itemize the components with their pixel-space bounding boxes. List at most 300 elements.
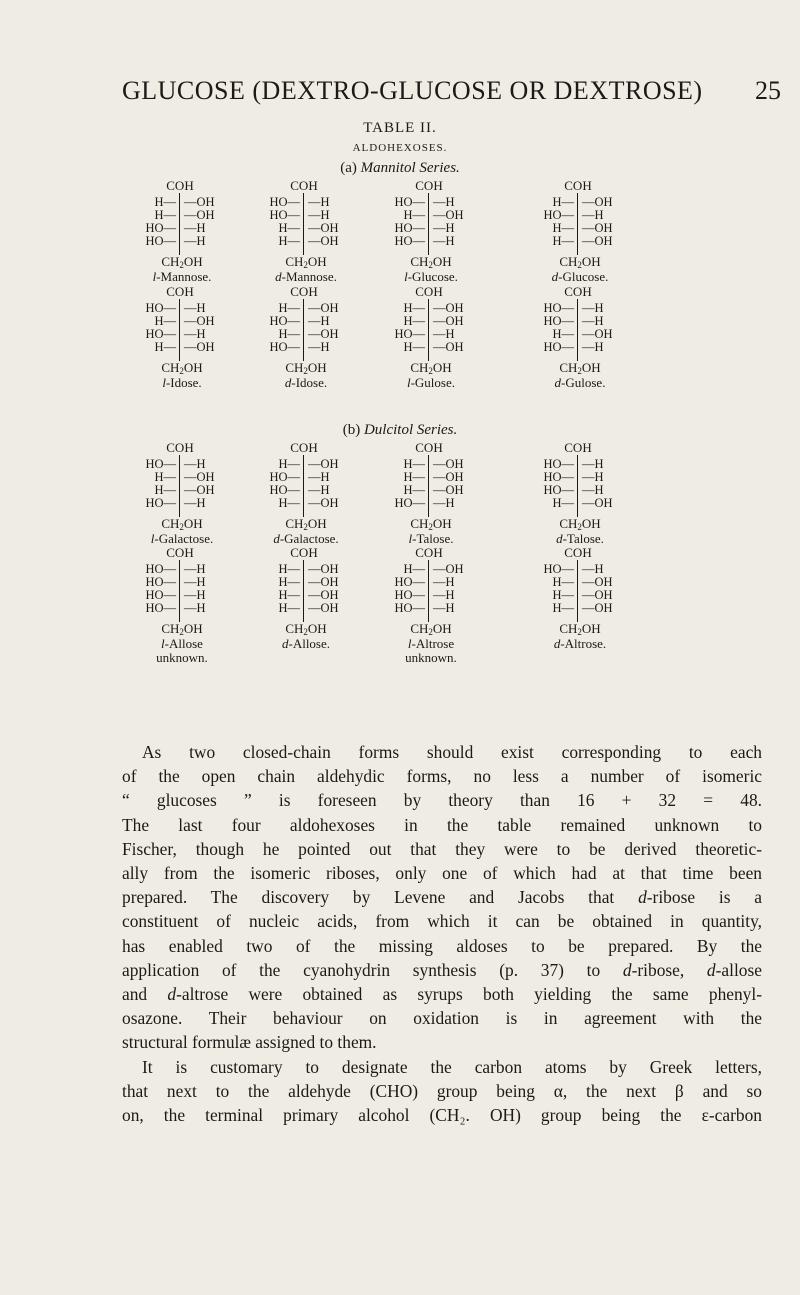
sugar-name: -Idose. — [291, 375, 328, 390]
right-substituent: —H — [184, 221, 206, 235]
compound-name — [371, 532, 491, 546]
compound-name — [520, 270, 640, 284]
left-substituent: H— — [278, 457, 300, 471]
subscript-two: 2 — [577, 260, 582, 270]
group-ch: CH — [161, 516, 180, 531]
subscript-two: 2 — [428, 522, 433, 532]
aldehyde-group: COH — [166, 284, 194, 299]
substituent-row — [351, 602, 511, 615]
right-substituent: —H — [308, 470, 330, 484]
left-substituent: HO— — [269, 314, 300, 328]
left-substituent: H— — [154, 195, 176, 209]
text-line: Fischer, though he pointed out that they were to be derived theoretic- — [122, 838, 762, 859]
config-prefix: d — [281, 636, 289, 651]
config-prefix: d — [553, 636, 561, 651]
subscript-two: 2 — [428, 260, 433, 270]
left-substituent: H— — [403, 562, 425, 576]
left-substituent: H— — [278, 601, 300, 615]
group-oh: OH — [183, 516, 203, 531]
right-substituent: —H — [184, 562, 206, 576]
right-substituent: —OH — [582, 575, 613, 589]
text-line: constituent of nucleic acids, from which it can be obtained in quantity, — [122, 911, 762, 932]
right-substituent: —H — [433, 496, 455, 510]
aldehyde-group: COH — [166, 440, 194, 455]
left-substituent: HO— — [543, 470, 574, 484]
right-substituent: —H — [433, 327, 455, 341]
aldehyde-group: COH — [564, 440, 592, 455]
left-substituent: H— — [278, 562, 300, 576]
right-substituent: —OH — [184, 470, 215, 484]
right-substituent: —OH — [184, 340, 215, 354]
primary-alcohol-group — [147, 360, 217, 376]
sugar-name: -Idose. — [165, 375, 202, 390]
subscript-two: 2 — [179, 522, 184, 532]
primary-alcohol-group — [545, 516, 615, 532]
fischer-formula — [500, 178, 660, 284]
primary-alcohol-group — [396, 360, 466, 376]
substituent-row — [500, 341, 660, 354]
substituent-row — [500, 602, 660, 615]
substituent-row — [500, 302, 660, 315]
left-substituent: H— — [154, 208, 176, 222]
right-substituent: —OH — [582, 195, 613, 209]
substituent-row — [500, 222, 660, 235]
series-a-label: (a) — [340, 160, 357, 176]
primary-alcohol-group — [147, 516, 217, 532]
text-line: As two closed-chain forms should exist corresponding to each — [142, 742, 762, 762]
right-substituent: —H — [582, 457, 604, 471]
right-substituent: —H — [433, 221, 455, 235]
left-substituent: H— — [403, 457, 425, 471]
subscript-two: 2 — [179, 260, 184, 270]
compound-name — [122, 637, 242, 665]
body-paragraph-1 — [122, 740, 762, 1055]
compound-name — [122, 376, 242, 390]
aldehyde-group: COH — [290, 284, 318, 299]
group-ch: CH — [559, 516, 578, 531]
left-substituent: H— — [278, 588, 300, 602]
config-prefix: l — [407, 636, 412, 651]
subscript-two: 2 — [303, 627, 308, 637]
right-substituent: —OH — [582, 327, 613, 341]
subscript-two: 2 — [303, 260, 308, 270]
substituent-row — [500, 576, 660, 589]
aldehyde-group: COH — [564, 178, 592, 193]
compound-name — [520, 376, 640, 390]
compound-name — [520, 532, 640, 546]
substituent-row — [500, 458, 660, 471]
config-prefix: l — [162, 375, 166, 390]
fischer-formula — [500, 440, 660, 546]
right-substituent: —OH — [308, 562, 339, 576]
text-line: prepared. The discovery by Levene and Jacobs that d-ribose is a — [122, 887, 762, 908]
sugar-name: -Galactose. — [279, 531, 339, 546]
right-substituent: —OH — [184, 483, 215, 497]
config-prefix: l — [408, 531, 413, 546]
compound-name — [520, 637, 640, 651]
group-oh: OH — [581, 516, 601, 531]
substituent-row — [500, 196, 660, 209]
subscript-two: 2 — [179, 366, 184, 376]
aldehyde-group: COH — [564, 545, 592, 560]
left-substituent: H— — [552, 588, 574, 602]
group-ch: CH — [285, 254, 304, 269]
series-b-title: Dulcitol Series. — [363, 422, 458, 438]
compound-name — [122, 532, 242, 546]
primary-alcohol-group — [545, 254, 615, 270]
series-a-heading — [0, 160, 800, 177]
config-prefix: l — [404, 269, 408, 284]
config-prefix: l — [161, 636, 165, 651]
sugar-name: -Altrose. — [560, 636, 607, 651]
group-oh: OH — [581, 621, 601, 636]
left-substituent: HO— — [145, 301, 176, 315]
substituent-row — [351, 209, 511, 222]
right-substituent: —OH — [582, 496, 613, 510]
left-substituent: H— — [403, 208, 425, 222]
right-substituent: —OH — [184, 195, 215, 209]
right-substituent: —OH — [184, 314, 215, 328]
unknown-note: unknown. — [156, 650, 208, 665]
left-substituent: H— — [278, 327, 300, 341]
right-substituent: —H — [433, 588, 455, 602]
left-substituent: H— — [154, 340, 176, 354]
text-line: on, the terminal primary alcohol (CH₂. OH) group being the ε-carbon — [122, 1105, 762, 1126]
right-substituent: —OH — [308, 496, 339, 510]
fischer-formula — [500, 545, 660, 651]
substituent-row — [351, 341, 511, 354]
right-substituent: —OH — [308, 234, 339, 248]
sugar-name: -Glucose. — [558, 269, 609, 284]
right-substituent: —OH — [433, 483, 464, 497]
left-substituent: HO— — [543, 208, 574, 222]
subscript-two: 2 — [428, 366, 433, 376]
compound-name — [246, 376, 366, 390]
substituent-row — [351, 589, 511, 602]
series-a-title: Mannitol Series. — [360, 160, 460, 176]
compound-name — [371, 270, 491, 284]
right-substituent: —H — [184, 601, 206, 615]
primary-alcohol-group — [271, 254, 341, 270]
right-substituent: —H — [184, 496, 206, 510]
right-substituent: —OH — [582, 601, 613, 615]
primary-alcohol-group — [545, 360, 615, 376]
aldehyde-group: COH — [415, 545, 443, 560]
sugar-name: -Gulose. — [561, 375, 606, 390]
right-substituent: —OH — [308, 575, 339, 589]
right-substituent: —H — [184, 301, 206, 315]
right-substituent: —OH — [582, 234, 613, 248]
subscript-two: 2 — [428, 627, 433, 637]
right-substituent: —H — [184, 457, 206, 471]
fischer-formula — [351, 545, 511, 665]
substituent-row — [351, 458, 511, 471]
compound-name — [246, 637, 366, 651]
left-substituent: H— — [278, 221, 300, 235]
substituent-row — [351, 315, 511, 328]
left-substituent: HO— — [543, 483, 574, 497]
right-substituent: —H — [582, 483, 604, 497]
group-oh: OH — [307, 621, 327, 636]
config-prefix: d — [551, 269, 559, 284]
left-substituent: HO— — [269, 470, 300, 484]
primary-alcohol-group — [271, 621, 341, 637]
compound-name — [371, 376, 491, 390]
sugar-name: -Talose. — [562, 531, 604, 546]
left-substituent: HO— — [543, 340, 574, 354]
sugar-name: -Gulose. — [410, 375, 456, 390]
left-substituent: HO— — [145, 575, 176, 589]
series-b-heading — [0, 422, 800, 439]
right-substituent: —OH — [308, 221, 339, 235]
primary-alcohol-group — [396, 516, 466, 532]
right-substituent: —H — [308, 208, 330, 222]
left-substituent: H— — [403, 301, 425, 315]
right-substituent: —OH — [582, 588, 613, 602]
left-substituent: HO— — [145, 327, 176, 341]
text-line: that next to the aldehyde (CHO) group being α, the next β and so — [122, 1081, 762, 1102]
substituent-row — [351, 222, 511, 235]
text-line: has enabled two of the missing aldoses to be prepared. By the — [122, 935, 762, 956]
right-substituent: —H — [184, 234, 206, 248]
page-number: 25 — [755, 76, 781, 105]
right-substituent: —H — [582, 314, 604, 328]
left-substituent: H— — [278, 575, 300, 589]
group-ch: CH — [161, 360, 180, 375]
substituent-row — [351, 471, 511, 484]
compound-name — [246, 270, 366, 284]
compound-name — [371, 637, 491, 665]
compound-name — [122, 270, 242, 284]
series-b-label: (b) — [342, 422, 361, 438]
group-ch: CH — [285, 621, 304, 636]
right-substituent: —H — [582, 301, 604, 315]
left-substituent: HO— — [145, 601, 176, 615]
primary-alcohol-group — [271, 516, 341, 532]
left-substituent: HO— — [145, 496, 176, 510]
subscript-two: 2 — [577, 366, 582, 376]
group-ch: CH — [285, 516, 304, 531]
right-substituent: —H — [433, 195, 455, 209]
sugar-name: -Mannose. — [281, 269, 337, 284]
group-oh: OH — [432, 254, 452, 269]
left-substituent: HO— — [394, 195, 425, 209]
left-substituent: HO— — [145, 457, 176, 471]
config-prefix: d — [273, 531, 280, 546]
right-substituent: —H — [433, 575, 455, 589]
substituent-row — [500, 484, 660, 497]
sugar-name: -Talose. — [412, 531, 454, 546]
right-substituent: —H — [308, 340, 330, 354]
config-prefix: d — [284, 375, 292, 390]
primary-alcohol-group — [147, 621, 217, 637]
text-line: The last four aldohexoses in the table remained unknown to — [122, 814, 762, 835]
group-oh: OH — [307, 516, 327, 531]
text-line: structural formulæ assigned to them. — [122, 1032, 377, 1053]
body-paragraph-2 — [122, 1055, 762, 1128]
left-substituent: HO— — [394, 575, 425, 589]
group-ch: CH — [410, 360, 429, 375]
text-line: of the open chain aldehydic forms, no less a number of isomeric — [122, 766, 762, 787]
right-substituent: —OH — [308, 457, 339, 471]
text-line: It is customary to designate the carbon atoms by Greek letters, — [142, 1057, 762, 1077]
left-substituent: H— — [154, 470, 176, 484]
group-oh: OH — [581, 360, 601, 375]
right-substituent: —H — [184, 327, 206, 341]
substituent-row — [500, 471, 660, 484]
group-ch: CH — [161, 621, 180, 636]
table-title: TABLE II. — [363, 120, 437, 136]
text-line: ally from the isomeric riboses, only one of which had at that time been — [122, 863, 762, 884]
substituent-row — [351, 196, 511, 209]
unknown-note: unknown. — [405, 650, 457, 665]
subscript-two: 2 — [179, 627, 184, 637]
left-substituent: H— — [278, 301, 300, 315]
sugar-name: -Mannose. — [156, 269, 212, 284]
group-ch: CH — [559, 621, 578, 636]
group-ch: CH — [410, 621, 429, 636]
right-substituent: —H — [433, 234, 455, 248]
group-oh: OH — [183, 254, 203, 269]
right-substituent: —OH — [433, 301, 464, 315]
substituent-row — [500, 497, 660, 510]
aldehyde-group: COH — [290, 178, 318, 193]
left-substituent: H— — [552, 575, 574, 589]
aldehyde-group: COH — [166, 178, 194, 193]
aldehyde-group: COH — [415, 178, 443, 193]
text-line: “ glucoses ” is foreseen by theory than 16 + 32 = 48. — [122, 790, 762, 811]
config-prefix: d — [556, 531, 563, 546]
config-prefix: l — [406, 375, 411, 390]
right-substituent: —H — [184, 575, 206, 589]
left-substituent: H— — [552, 327, 574, 341]
table-subtitle: ALDOHEXOSES. — [352, 142, 448, 154]
group-ch: CH — [559, 360, 578, 375]
substituent-row — [351, 484, 511, 497]
group-oh: OH — [183, 621, 203, 636]
group-oh: OH — [307, 360, 327, 375]
left-substituent: H— — [403, 483, 425, 497]
primary-alcohol-group — [271, 360, 341, 376]
left-substituent: HO— — [269, 483, 300, 497]
group-ch: CH — [285, 360, 304, 375]
right-substituent: —H — [582, 562, 604, 576]
aldehyde-group: COH — [564, 284, 592, 299]
config-prefix: l — [150, 531, 155, 546]
left-substituent: HO— — [543, 314, 574, 328]
fischer-formula — [351, 178, 511, 284]
fischer-formula — [351, 284, 511, 390]
config-prefix: l — [152, 269, 157, 284]
right-substituent: —OH — [433, 208, 464, 222]
group-oh: OH — [183, 360, 203, 375]
right-substituent: —H — [184, 588, 206, 602]
group-oh: OH — [432, 360, 452, 375]
right-substituent: —OH — [433, 457, 464, 471]
sugar-name: -Allose — [164, 636, 203, 651]
group-oh: OH — [432, 621, 452, 636]
sugar-name: -Glucose. — [407, 269, 458, 284]
left-substituent: H— — [552, 221, 574, 235]
left-substituent: HO— — [145, 221, 176, 235]
right-substituent: —H — [308, 195, 330, 209]
right-substituent: —OH — [308, 588, 339, 602]
right-substituent: —OH — [433, 470, 464, 484]
substituent-row — [500, 589, 660, 602]
right-substituent: —OH — [184, 208, 215, 222]
substituent-row — [351, 576, 511, 589]
group-ch: CH — [410, 516, 429, 531]
substituent-row — [351, 497, 511, 510]
left-substituent: H— — [154, 483, 176, 497]
left-substituent: H— — [552, 234, 574, 248]
sugar-name: -Galactose. — [154, 531, 214, 546]
substituent-row — [500, 563, 660, 576]
primary-alcohol-group — [545, 621, 615, 637]
primary-alcohol-group — [147, 254, 217, 270]
left-substituent: HO— — [269, 208, 300, 222]
compound-name — [246, 532, 366, 546]
aldehyde-group: COH — [166, 545, 194, 560]
left-substituent: HO— — [394, 496, 425, 510]
group-ch: CH — [410, 254, 429, 269]
left-substituent: HO— — [394, 588, 425, 602]
subscript-two: 2 — [577, 522, 582, 532]
left-substituent: HO— — [394, 234, 425, 248]
left-substituent: HO— — [145, 588, 176, 602]
left-substituent: HO— — [543, 301, 574, 315]
substituent-row — [500, 328, 660, 341]
left-substituent: H— — [552, 601, 574, 615]
left-substituent: HO— — [543, 457, 574, 471]
substituent-row — [351, 563, 511, 576]
aldehyde-group: COH — [290, 545, 318, 560]
fischer-formula — [500, 284, 660, 390]
left-substituent: HO— — [394, 327, 425, 341]
left-substituent: H— — [552, 496, 574, 510]
right-substituent: —H — [582, 208, 604, 222]
left-substituent: HO— — [394, 221, 425, 235]
left-substituent: H— — [403, 314, 425, 328]
right-substituent: —H — [308, 483, 330, 497]
group-ch: CH — [559, 254, 578, 269]
left-substituent: HO— — [543, 562, 574, 576]
aldehyde-group: COH — [415, 440, 443, 455]
left-substituent: HO— — [394, 601, 425, 615]
right-substituent: —OH — [433, 314, 464, 328]
right-substituent: —OH — [308, 301, 339, 315]
substituent-row — [351, 302, 511, 315]
substituent-row — [500, 209, 660, 222]
substituent-row — [500, 235, 660, 248]
right-substituent: —OH — [433, 340, 464, 354]
aldehyde-group: COH — [290, 440, 318, 455]
fischer-formula — [351, 440, 511, 546]
group-oh: OH — [307, 254, 327, 269]
left-substituent: HO— — [145, 234, 176, 248]
left-substituent: HO— — [145, 562, 176, 576]
text-line: osazone. Their behaviour on oxidation is in agreement with the — [122, 1008, 762, 1029]
sugar-name: -Allose. — [288, 636, 331, 651]
left-substituent: H— — [278, 234, 300, 248]
config-prefix: d — [275, 269, 282, 284]
primary-alcohol-group — [396, 621, 466, 637]
right-substituent: —H — [582, 340, 604, 354]
group-ch: CH — [161, 254, 180, 269]
left-substituent: H— — [403, 340, 425, 354]
right-substituent: —OH — [582, 221, 613, 235]
substituent-row — [351, 328, 511, 341]
